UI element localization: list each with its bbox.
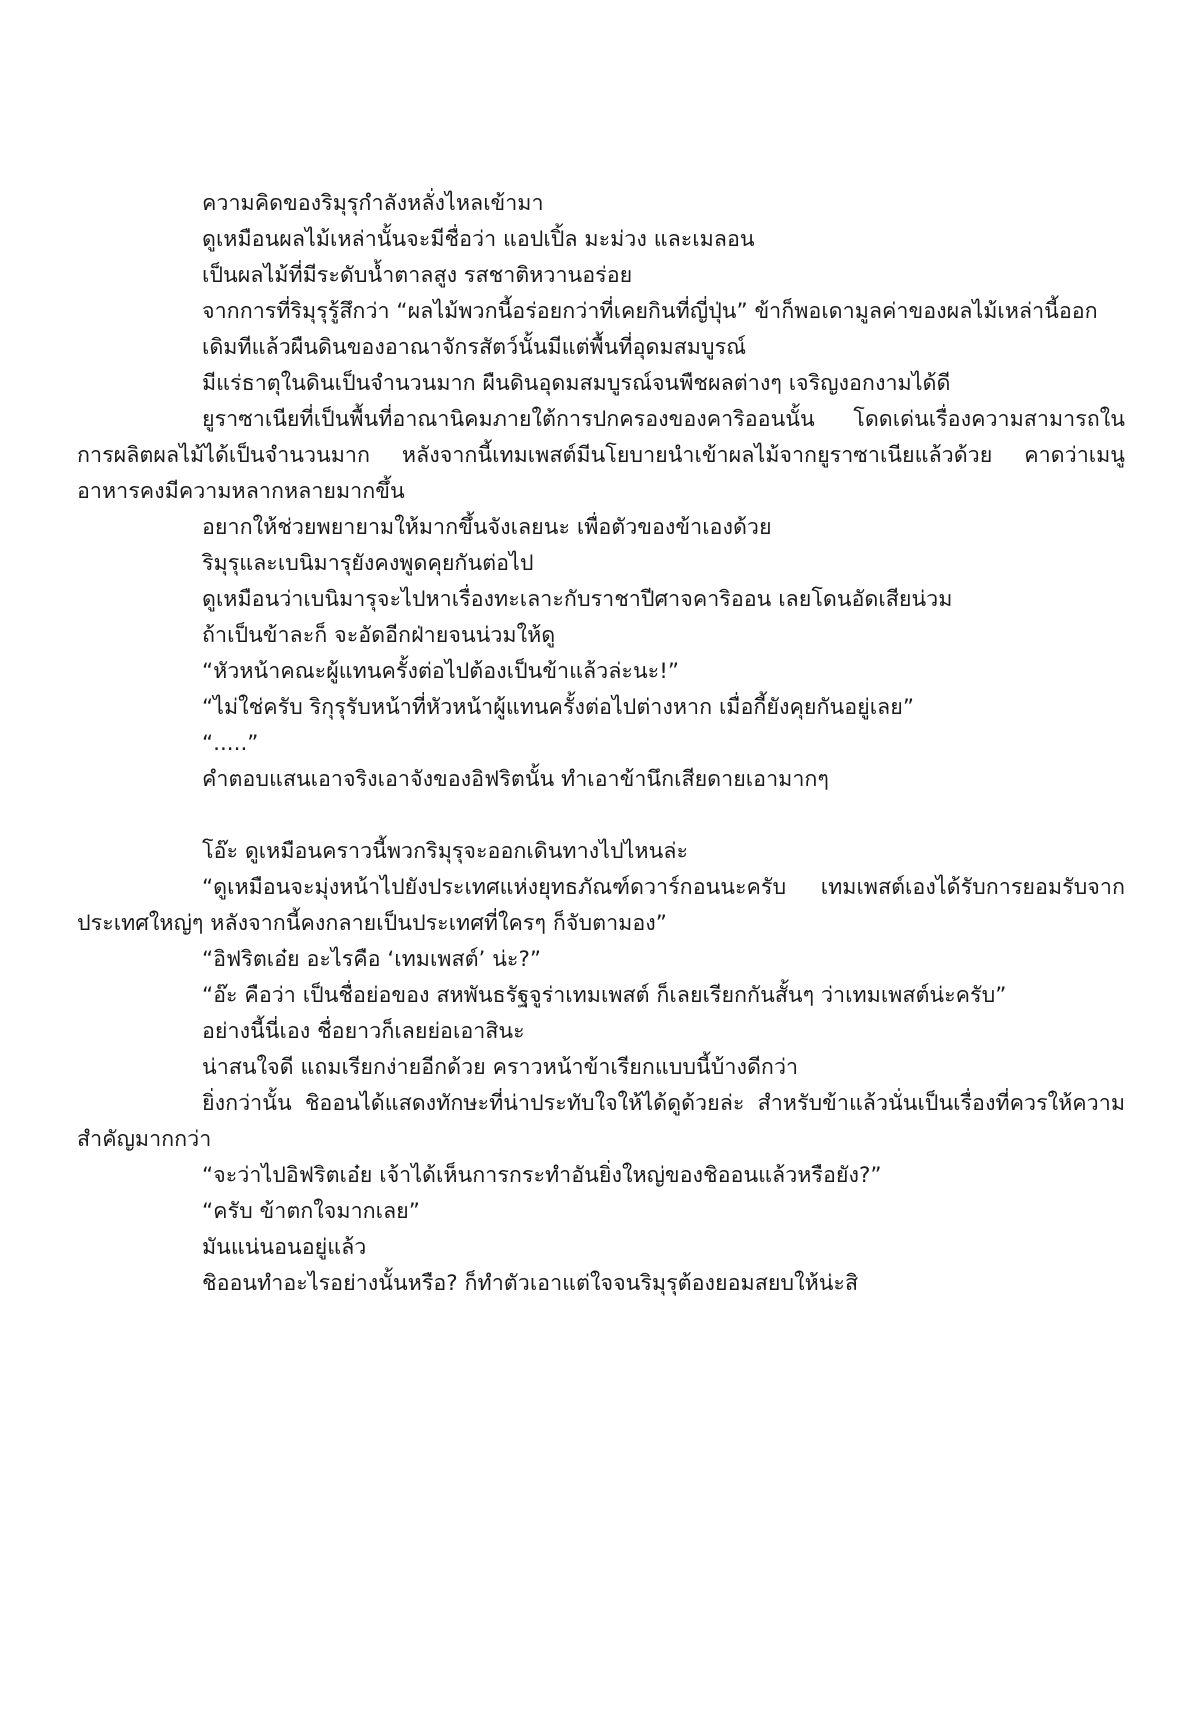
paragraph: อย่างนี้นี่เอง ชื่อยาวก็เลยย่อเอาสินะ: [202, 1019, 525, 1044]
paragraph: อยากให้ช่วยพยายามให้มากขึ้นจังเลยนะ เพื่อตัวของข้าเองด้วย: [202, 515, 772, 540]
paragraph: โอ๊ะ ดูเหมือนคราวนี้พวกริมุรุจะออกเดินทางไปไหนล่ะ: [202, 839, 689, 864]
body-text: [77, 186, 1125, 1302]
paragraph: ความคิดของริมุรุกำลังหลั่งไหลเข้ามา: [202, 191, 544, 216]
dialogue-line: “ไม่ใช่ครับ ริกุรุรับหน้าที่หัวหน้าผู้แทนครั้งต่อไปต่างหาก เมื่อกี้ยังคุยกันอยู่เลย”: [202, 695, 914, 720]
paragraph: ดูเหมือนผลไม้เหล่านั้นจะมีชื่อว่า แอปเปิ้ล มะม่วง และเมลอน: [202, 227, 755, 252]
paragraph: มีแร่ธาตุในดินเป็นจำนวนมาก ผืนดินอุดมสมบูรณ์จนพืชผลต่างๆ เจริญงอกงามได้ดี: [202, 371, 951, 396]
paragraph: เป็นผลไม้ที่มีระดับน้ำตาลสูง รสชาติหวานอร่อย: [202, 263, 633, 288]
paragraph: ยูราซาเนียที่เป็นพื้นที่อาณานิคมภายใต้การปกครองของคาริออนนั้น โดดเด่นเรื่องความสามารถในการผลิตผลไม้ได้เป็นจำนวนมาก หลังจากนี้เทมเพสต์มีนโยบายนำเข้าผลไม้จากยูราซาเนียแล้วด้วย คาดว่าเมนูอาหารคงมีความหลากหลายมากขึ้น: [77, 407, 1125, 504]
paragraph: ดูเหมือนว่าเบนิมารุจะไปหาเรื่องทะเลาะกับราชาปีศาจคาริออน เลยโดนอัดเสียน่วม: [202, 587, 953, 612]
dialogue-line: “จะว่าไปอิฟริตเอ๋ย เจ้าได้เห็นการกระทำอันยิ่งใหญ่ของชิออนแล้วหรือยัง?”: [202, 1163, 882, 1188]
dialogue-line: “ครับ ข้าตกใจมากเลย”: [202, 1199, 420, 1224]
paragraph: คำตอบแสนเอาจริงเอาจังของอิฟริตนั้น ทำเอาข้านึกเสียดายเอามากๆ: [202, 767, 829, 792]
paragraph: ชิออนทำอะไรอย่างนั้นหรือ? ก็ทำตัวเอาแต่ใจจนริมุรุต้องยอมสยบให้น่ะสิ: [202, 1271, 859, 1296]
paragraph: น่าสนใจดี แถมเรียกง่ายอีกด้วย คราวหน้าข้าเรียกแบบนี้บ้างดีกว่า: [202, 1055, 799, 1080]
dialogue-line: “หัวหน้าคณะผู้แทนครั้งต่อไปต้องเป็นข้าแล้วล่ะนะ!”: [202, 659, 679, 684]
paragraph: จากการที่ริมุรุรู้สึกว่า “ผลไม้พวกนี้อร่อยกว่าที่เคยกินที่ญี่ปุ่น” ข้าก็พอเดามูลค่าของผลไม้เหล่านี้ออก: [202, 299, 1098, 324]
paragraph-gap: [77, 798, 1125, 834]
dialogue-line: “อิฟริตเอ๋ย อะไรคือ ‘เทมเพสต์’ น่ะ?”: [202, 947, 542, 972]
paragraph: ถ้าเป็นข้าละก็ จะอัดอีกฝ่ายจนน่วมให้ดู: [202, 623, 556, 648]
dialogue-line: “ดูเหมือนจะมุ่งหน้าไปยังประเทศแห่งยุทธภัณฑ์ดวาร์กอนนะครับ เทมเพสต์เองได้รับการยอมรับจากประเทศใหญ่ๆ หลังจากนี้คงกลายเป็นประเทศที่ใครๆ ก็จับตามอง”: [77, 875, 1125, 936]
dialogue-line: “อ๊ะ คือว่า เป็นชื่อย่อของ สหพันธรัฐจูร่าเทมเพสต์ ก็เลยเรียกกันสั้นๆ ว่าเทมเพสต์น่ะครับ”: [202, 983, 1007, 1008]
paragraph: ยิ่งกว่านั้น ชิออนได้แสดงทักษะที่น่าประทับใจให้ได้ดูด้วยล่ะ สำหรับข้าแล้วนั่นเป็นเรื่องที่ควรให้ความสำคัญมากกว่า: [77, 1091, 1125, 1152]
paragraph: ริมุรุและเบนิมารุยังคงพูดคุยกันต่อไป: [202, 551, 534, 576]
dialogue-line: “.....”: [202, 731, 259, 756]
paragraph: เดิมทีแล้วผืนดินของอาณาจักรสัตว์นั้นมีแต่พื้นที่อุดมสมบูรณ์: [202, 335, 747, 360]
paragraph: มันแน่นอนอยู่แล้ว: [202, 1235, 367, 1260]
